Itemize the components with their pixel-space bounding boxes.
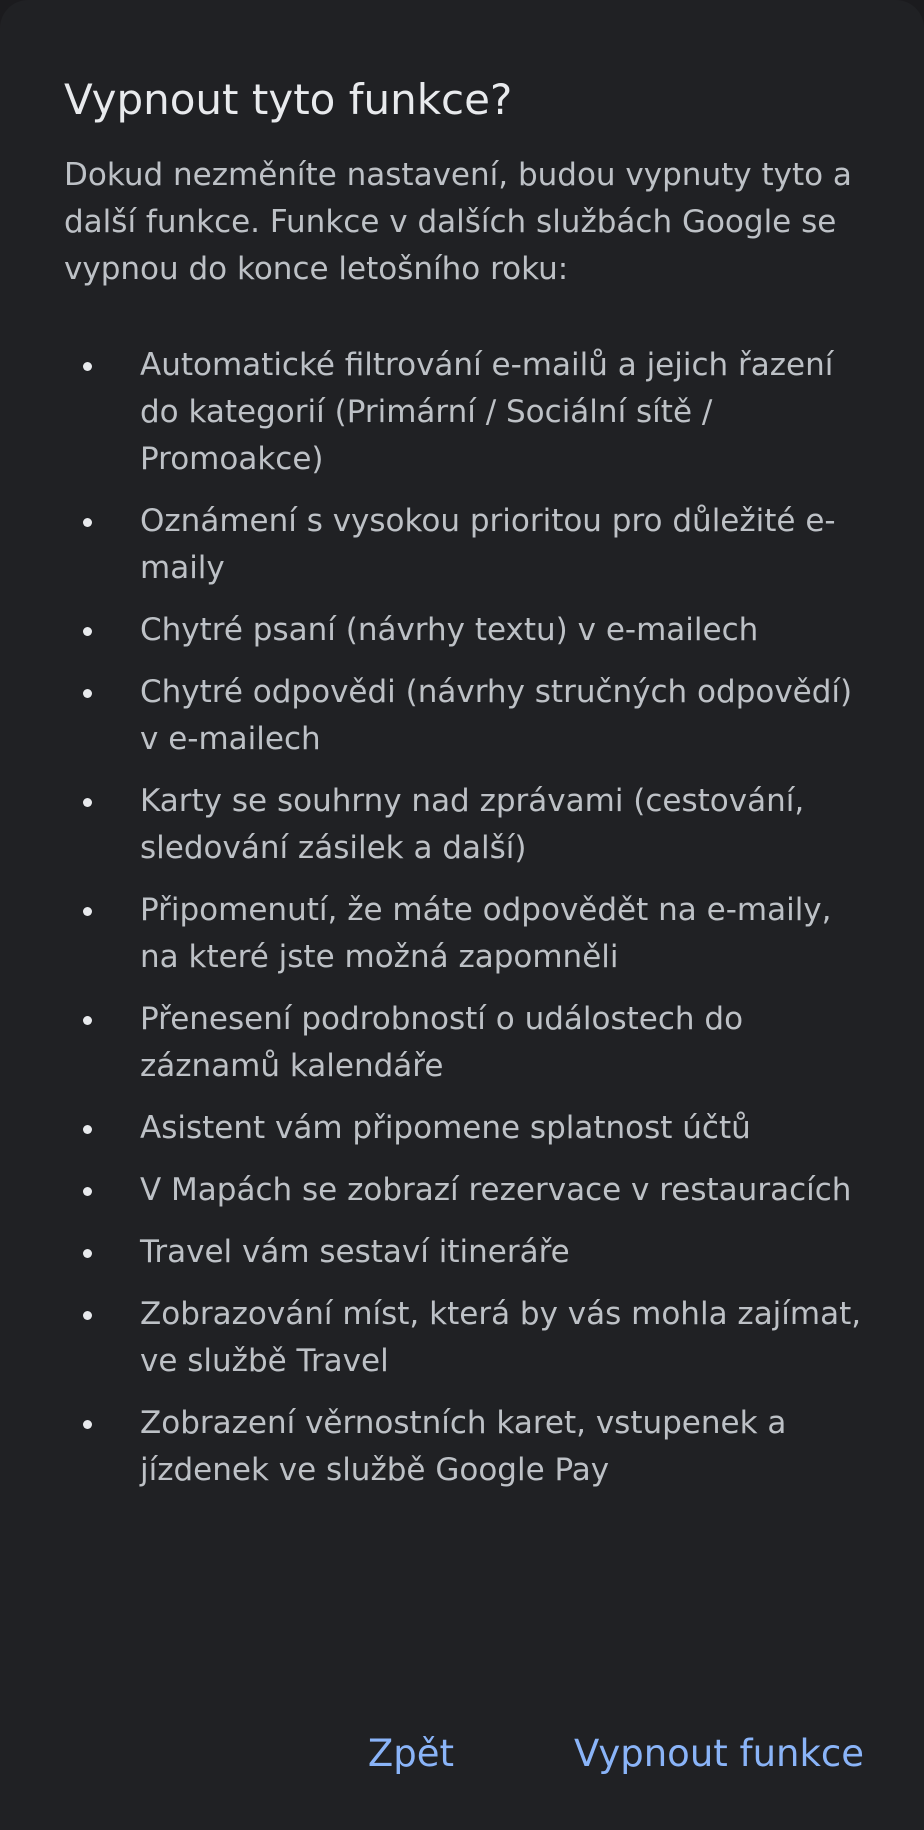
feature-label: Zobrazování míst, která by vás mohla zajímat, ve službě Travel [140, 1296, 862, 1379]
bullet-icon [83, 1249, 92, 1258]
feature-label: Karty se souhrny nad zprávami (cestování, sledování zásilek a další) [140, 783, 805, 866]
feature-label: Travel vám sestaví itineráře [140, 1234, 570, 1270]
back-button[interactable]: Zpět [352, 1720, 470, 1788]
list-item [64, 1291, 864, 1385]
bullet-icon [83, 362, 92, 371]
dialog-actions [352, 1720, 880, 1788]
list-item [64, 778, 864, 872]
feature-label: Zobrazení věrnostních karet, vstupenek a jízdenek ve službě Google Pay [140, 1405, 787, 1488]
feature-label: Chytré odpovědi (návrhy stručných odpovědí) v e-mailech [140, 674, 853, 757]
feature-label: Oznámení s vysokou prioritou pro důležité e-maily [140, 503, 836, 586]
bullet-icon [83, 1016, 92, 1025]
dialog-description: Dokud nezměníte nastavení, budou vypnuty tyto a další funkce. Funkce v dalších službách Google se vypnou do konce letošního roku: [64, 157, 852, 287]
list-item [64, 342, 864, 483]
list-item [64, 887, 864, 981]
feature-label: V Mapách se zobrazí rezervace v restauracích [140, 1172, 852, 1208]
bullet-icon [83, 798, 92, 807]
bullet-icon [83, 518, 92, 527]
list-item [64, 1105, 864, 1152]
list-item [64, 1400, 864, 1494]
bullet-icon [83, 1125, 92, 1134]
list-item [64, 1229, 864, 1276]
feature-list [64, 342, 864, 1509]
list-item [64, 669, 864, 763]
bullet-icon [83, 1420, 92, 1429]
feature-label: Automatické filtrování e-mailů a jejich řazení do kategorií (Primární / Sociální sítě / Promoakce) [140, 347, 834, 477]
bullet-icon [83, 907, 92, 916]
feature-label: Asistent vám připomene splatnost účtů [140, 1110, 751, 1146]
list-item [64, 607, 864, 654]
bullet-icon [83, 689, 92, 698]
dialog-title: Vypnout tyto funkce? [64, 75, 513, 124]
bullet-icon [83, 1187, 92, 1196]
feature-label: Přenesení podrobností o událostech do záznamů kalendáře [140, 1001, 744, 1084]
bullet-icon [83, 1311, 92, 1320]
bullet-icon [83, 627, 92, 636]
list-item [64, 996, 864, 1090]
feature-label: Připomenutí, že máte odpovědět na e-maily, na které jste možná zapomněli [140, 892, 832, 975]
disable-features-button[interactable]: Vypnout funkce [558, 1720, 880, 1788]
feature-label: Chytré psaní (návrhy textu) v e-mailech [140, 612, 759, 648]
list-item [64, 498, 864, 592]
list-item [64, 1167, 864, 1214]
